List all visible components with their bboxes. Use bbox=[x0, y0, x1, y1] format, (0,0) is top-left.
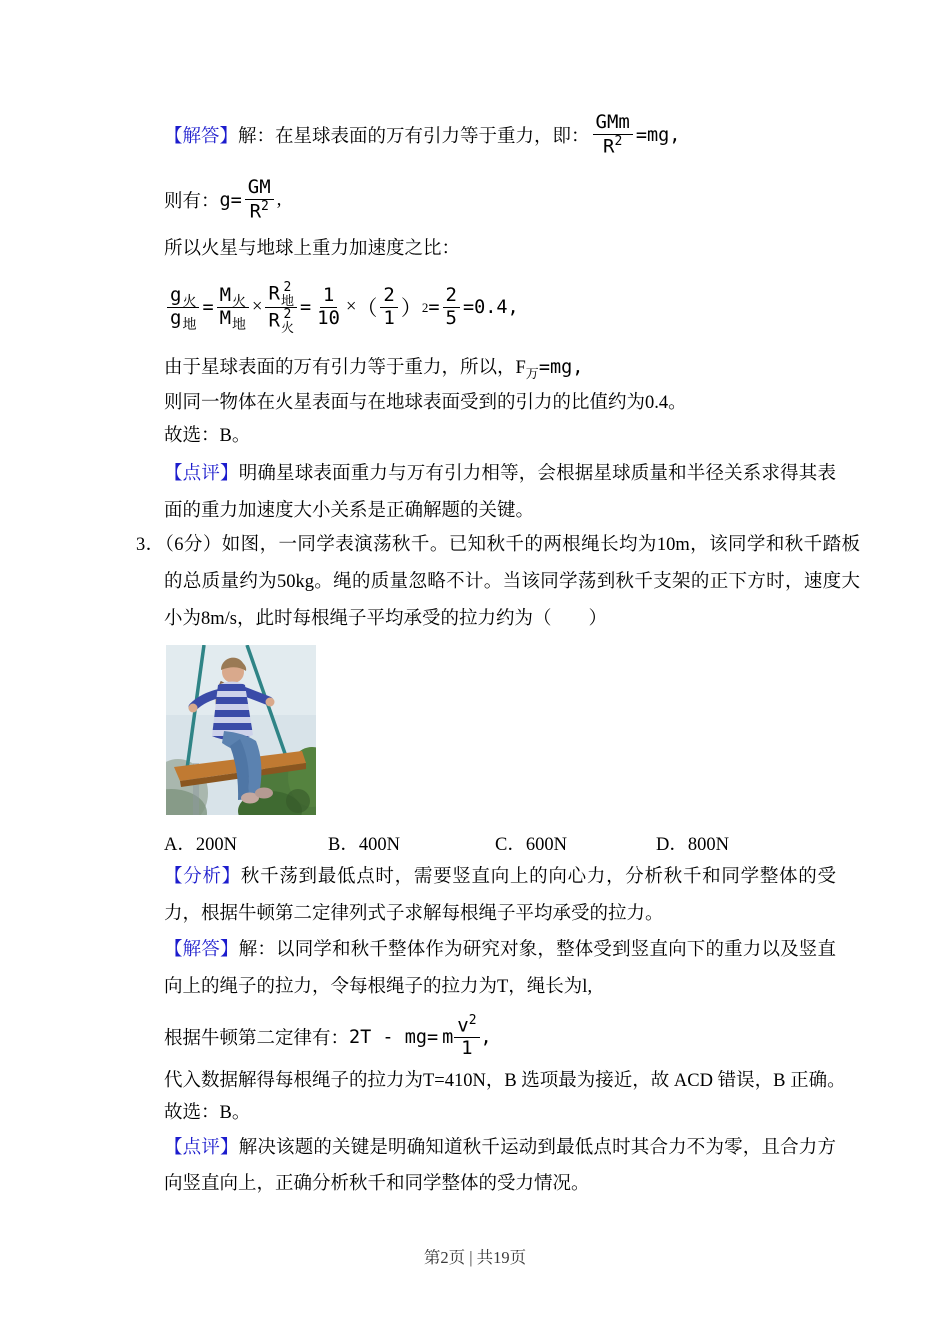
q2-line2-pre: 则有： bbox=[164, 192, 220, 212]
option-d: D．800N bbox=[656, 835, 729, 855]
girl-shoe bbox=[255, 788, 273, 799]
q3-answer-line: 故选：B。 bbox=[164, 1103, 251, 1123]
analysis-label: 【分析】 bbox=[164, 867, 241, 887]
q2-solution-line2 bbox=[164, 170, 281, 230]
fraction-denominator: $R^2$ bbox=[249, 198, 269, 223]
newton-comma: , bbox=[480, 1026, 492, 1048]
option-a: A．200N bbox=[164, 835, 237, 855]
newton-lhs: 2T - mg= bbox=[349, 1026, 439, 1048]
q3-newton-equation bbox=[164, 1007, 492, 1067]
q3-stem-text: （6分）如图，一同学表演荡秋千。已知秋千的两根绳长均为10m，该同学和秋千踏板的总质量约为50kg。绳的质量忽略不计。当该同学荡到秋千支架的正下方时，速度大小为8m/s，此时每根绳子平均承受的拉力约为（ ） bbox=[164, 535, 860, 629]
subscript-mars: 火 bbox=[182, 294, 197, 310]
equals-sign: = bbox=[428, 296, 440, 318]
q3-options-row bbox=[164, 830, 836, 860]
left-paren: （ bbox=[356, 296, 378, 320]
times-sign: × bbox=[345, 296, 357, 317]
q2-ratio-equation bbox=[164, 265, 519, 349]
q2-line2-comma: , bbox=[276, 189, 282, 210]
q2-line1-rhs: =mg, bbox=[635, 124, 681, 146]
swing-photo-svg bbox=[166, 645, 316, 815]
fraction-R2-earth-mars: R 2 地 R 2 火 bbox=[265, 281, 296, 334]
q3-stem bbox=[136, 527, 860, 638]
page-footer: 第2页 | 共19页 bbox=[423, 1248, 527, 1267]
fraction-GM-R2 bbox=[245, 177, 274, 223]
q2-solution-line1-text: 解：在星球表面的万有引力等于重力，即： bbox=[238, 127, 590, 147]
q3-comment bbox=[164, 1130, 836, 1202]
superscript-2: 2 bbox=[283, 279, 292, 295]
superscript-2: 2 bbox=[614, 133, 623, 149]
subscript-mars: 火 bbox=[232, 294, 247, 310]
option-b: B．400N bbox=[328, 835, 400, 855]
superscript-2: 2 bbox=[261, 198, 269, 214]
subscript-wan: 万 bbox=[525, 366, 539, 381]
fraction-denominator: $R^2$ bbox=[603, 133, 623, 158]
solve-label: 【解答】 bbox=[164, 940, 239, 960]
q3-number: 3． bbox=[136, 535, 165, 555]
fraction-M-mars-earth: $\frac{M_火}{M_地}$ bbox=[217, 285, 249, 330]
superscript-2: 2 bbox=[421, 299, 429, 315]
times-sign: × bbox=[252, 296, 263, 317]
right-paren: ） bbox=[400, 296, 422, 320]
q2-solution-line5: 则同一物体在火星表面与在地球表面受到的引力的比值约为0.4。 bbox=[164, 393, 687, 413]
q3-solution bbox=[164, 932, 836, 1006]
subscript-earth: 地 bbox=[280, 292, 294, 308]
q2-comment bbox=[164, 456, 836, 530]
fraction-v2-l: $\frac{v^2}{1}$ bbox=[454, 1014, 479, 1060]
q2-comment-text: 明确星球表面重力与万有引力相等，会根据星球质量和半径关系求得其表面的重力加速度大小关系是正确解题的关键。 bbox=[164, 464, 836, 521]
fraction-g-mars-earth: $\frac{g_火}{g_地}$ bbox=[167, 285, 199, 330]
newton-mass: m bbox=[442, 1026, 454, 1048]
fraction-numerator: GMm bbox=[593, 112, 633, 135]
fraction-GMm-R2 bbox=[593, 112, 633, 158]
q3-comment-text: 解决该题的关键是明确知道秋千运动到最低点时其合力不为零，且合力方向竖直向上，正确分析秋千和同学整体的受力情况。 bbox=[164, 1138, 836, 1194]
solve-label: 【解答】 bbox=[164, 127, 239, 147]
equals-sign: = bbox=[202, 296, 214, 318]
fraction-2-1: $\frac{2}{1}$ bbox=[380, 285, 397, 330]
swing-photo bbox=[166, 645, 316, 815]
subscript-earth: 地 bbox=[182, 317, 197, 333]
newton-pre: 根据牛顿第二定律有： bbox=[164, 1029, 350, 1049]
q2-solution-line1 bbox=[164, 103, 680, 167]
equals-sign: = bbox=[299, 296, 312, 318]
superscript-2: 2 bbox=[283, 306, 292, 322]
subscript-mars: 火 bbox=[280, 319, 294, 335]
subscript-earth: 地 bbox=[232, 317, 247, 333]
fraction-2-5: $\frac{2}{5}$ bbox=[443, 285, 460, 330]
q2-line2-g: g= bbox=[219, 189, 242, 211]
fraction-numerator: GM bbox=[245, 177, 274, 200]
fraction-1-10: $\frac{1}{10}$ bbox=[317, 283, 340, 329]
q3-analysis bbox=[164, 859, 836, 933]
q2-solution-line3: 所以火星与地球上重力加速度之比： bbox=[164, 239, 461, 259]
comment-label: 【点评】 bbox=[164, 1138, 239, 1158]
q3-analysis-text: 秋千荡到最低点时，需要竖直向上的向心力，分析秋千和同学整体的受力，根据牛顿第二定律列式子求解每根绳子平均承受的拉力。 bbox=[164, 867, 836, 924]
q2-solution-line4: 由于星球表面的万有引力等于重力，所以，$F_万=mg$, bbox=[164, 357, 584, 381]
q3-conclusion: 代入数据解得每根绳子的拉力为T=410N，B 选项最为接近，故 ACD 错误，B 正确。 bbox=[164, 1071, 846, 1091]
equation-result: =0.4, bbox=[462, 296, 519, 318]
comment-label: 【点评】 bbox=[164, 464, 239, 484]
q3-solution-text: 解：以同学和秋千整体作为研究对象，整体受到竖直向下的重力以及竖直向上的绳子的拉力，令每根绳子的拉力为T，绳长为l, bbox=[164, 940, 836, 997]
q2-answer-line: 故选：B。 bbox=[164, 426, 251, 446]
superscript-2: 2 bbox=[468, 1012, 477, 1028]
option-c: C．600N bbox=[495, 835, 567, 855]
